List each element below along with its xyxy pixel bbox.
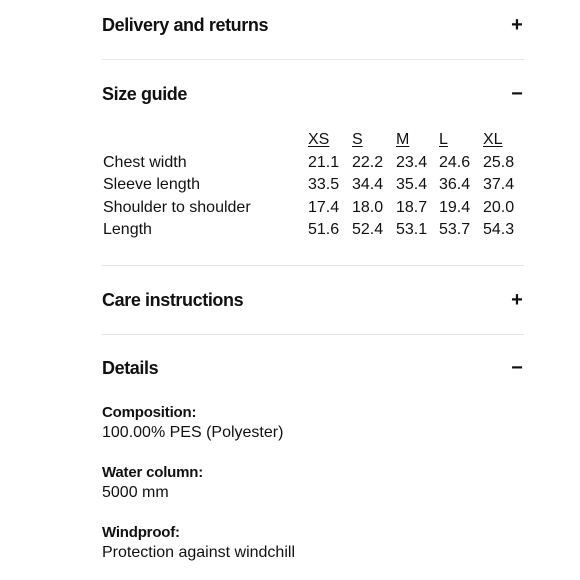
cell-value: 20.0 bbox=[483, 198, 515, 216]
size-header-row bbox=[103, 129, 525, 152]
detail-value: Protection against windchill bbox=[102, 544, 295, 561]
size-guide-header[interactable] bbox=[102, 82, 524, 106]
size-header-m: M bbox=[396, 131, 410, 149]
cell-value: 24.6 bbox=[439, 153, 471, 171]
delivery-header[interactable] bbox=[102, 13, 524, 37]
detail-label: Composition: bbox=[102, 404, 197, 421]
table-row bbox=[103, 174, 525, 197]
details-header[interactable] bbox=[102, 356, 524, 380]
cell-value: 18.0 bbox=[352, 198, 384, 216]
divider bbox=[102, 334, 524, 335]
size-header-s: S bbox=[352, 131, 363, 149]
plus-icon[interactable]: + bbox=[511, 289, 523, 311]
size-header-xs: XS bbox=[308, 131, 330, 149]
cell-value: 18.7 bbox=[396, 198, 428, 216]
cell-value: 52.4 bbox=[352, 221, 384, 239]
minus-icon[interactable]: − bbox=[511, 83, 523, 105]
divider bbox=[102, 59, 524, 60]
row-label: Sleeve length bbox=[103, 176, 200, 194]
detail-composition bbox=[102, 403, 283, 443]
size-table bbox=[103, 129, 525, 242]
cell-value: 37.4 bbox=[483, 176, 515, 194]
detail-value: 5000 mm bbox=[102, 484, 169, 501]
table-row bbox=[103, 152, 525, 175]
table-row bbox=[103, 219, 525, 242]
cell-value: 25.8 bbox=[483, 153, 515, 171]
cell-value: 33.5 bbox=[308, 176, 340, 194]
size-guide-title: Size guide bbox=[102, 83, 188, 104]
detail-value: 100.00% PES (Polyester) bbox=[102, 424, 284, 441]
detail-water-column bbox=[102, 463, 203, 503]
minus-icon[interactable]: − bbox=[511, 357, 523, 379]
cell-value: 17.4 bbox=[308, 198, 340, 216]
row-label: Chest width bbox=[103, 153, 187, 171]
cell-value: 22.2 bbox=[352, 153, 384, 171]
care-title: Care instructions bbox=[102, 289, 244, 310]
cell-value: 34.4 bbox=[352, 176, 384, 194]
cell-value: 51.6 bbox=[308, 221, 340, 239]
size-header-blank bbox=[103, 129, 308, 152]
cell-value: 35.4 bbox=[396, 176, 428, 194]
delivery-title: Delivery and returns bbox=[102, 14, 269, 35]
cell-value: 21.1 bbox=[308, 153, 340, 171]
detail-label: Windproof: bbox=[102, 524, 180, 541]
divider bbox=[102, 265, 524, 266]
cell-value: 53.1 bbox=[396, 221, 428, 239]
size-header-xl: XL bbox=[483, 131, 503, 149]
cell-value: 53.7 bbox=[439, 221, 471, 239]
row-label: Shoulder to shoulder bbox=[103, 198, 251, 216]
cell-value: 19.4 bbox=[439, 198, 471, 216]
care-header[interactable] bbox=[102, 288, 524, 312]
cell-value: 23.4 bbox=[396, 153, 428, 171]
row-label: Length bbox=[103, 221, 152, 239]
details-title: Details bbox=[102, 357, 159, 378]
cell-value: 36.4 bbox=[439, 176, 471, 194]
plus-icon[interactable]: + bbox=[511, 14, 523, 36]
size-header-l: L bbox=[439, 131, 448, 149]
table-row bbox=[103, 197, 525, 220]
detail-label: Water column: bbox=[102, 464, 204, 481]
detail-windproof bbox=[102, 523, 295, 563]
cell-value: 54.3 bbox=[483, 221, 515, 239]
